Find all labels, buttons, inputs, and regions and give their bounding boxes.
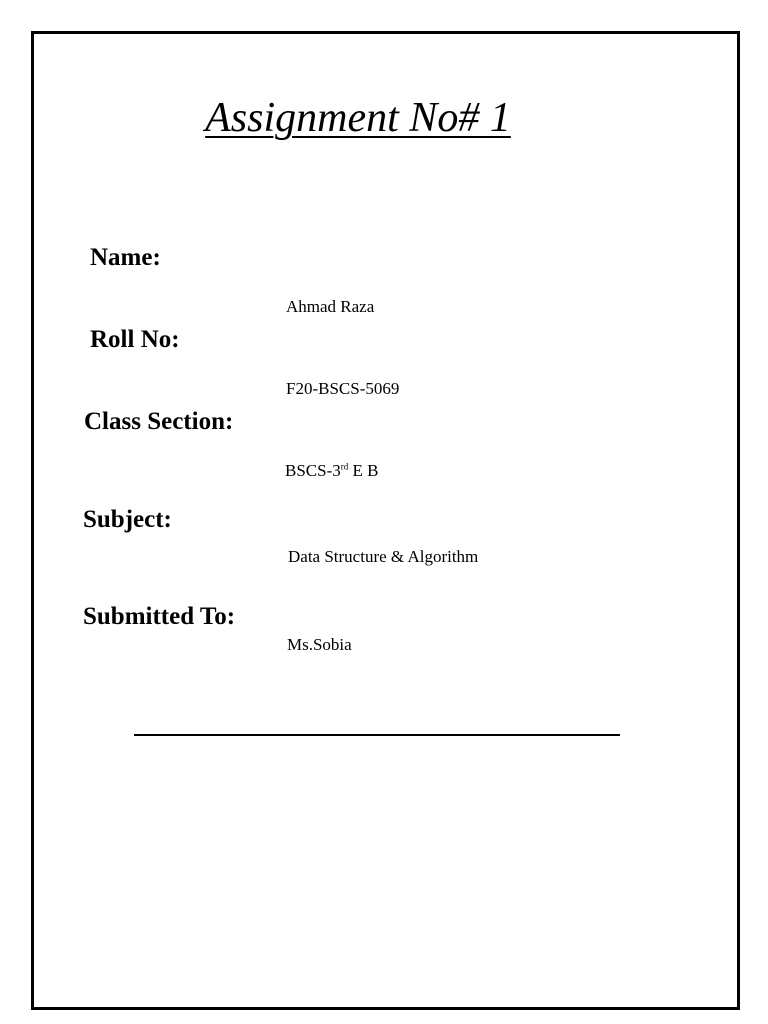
submitted-to-value: Ms.Sobia: [287, 635, 352, 654]
name-label: Name:: [90, 244, 161, 271]
assignment-title: Assignment No# 1: [205, 95, 511, 141]
roll-no-label: Roll No:: [90, 326, 180, 353]
class-section-ordinal: rd: [340, 461, 349, 472]
signature-line: [134, 734, 620, 736]
subject-value: Data Structure & Algorithm: [288, 547, 479, 566]
class-section-value: [285, 461, 378, 481]
class-section-label: Class Section:: [84, 408, 234, 435]
submitted-to-label: Submitted To:: [83, 603, 236, 630]
class-section-suffix: E B: [348, 461, 379, 480]
name-value: Ahmad Raza: [286, 297, 375, 316]
roll-no-value: F20-BSCS-5069: [286, 379, 400, 398]
class-section-prefix: BSCS-3: [285, 461, 341, 480]
subject-label: Subject:: [83, 506, 172, 533]
